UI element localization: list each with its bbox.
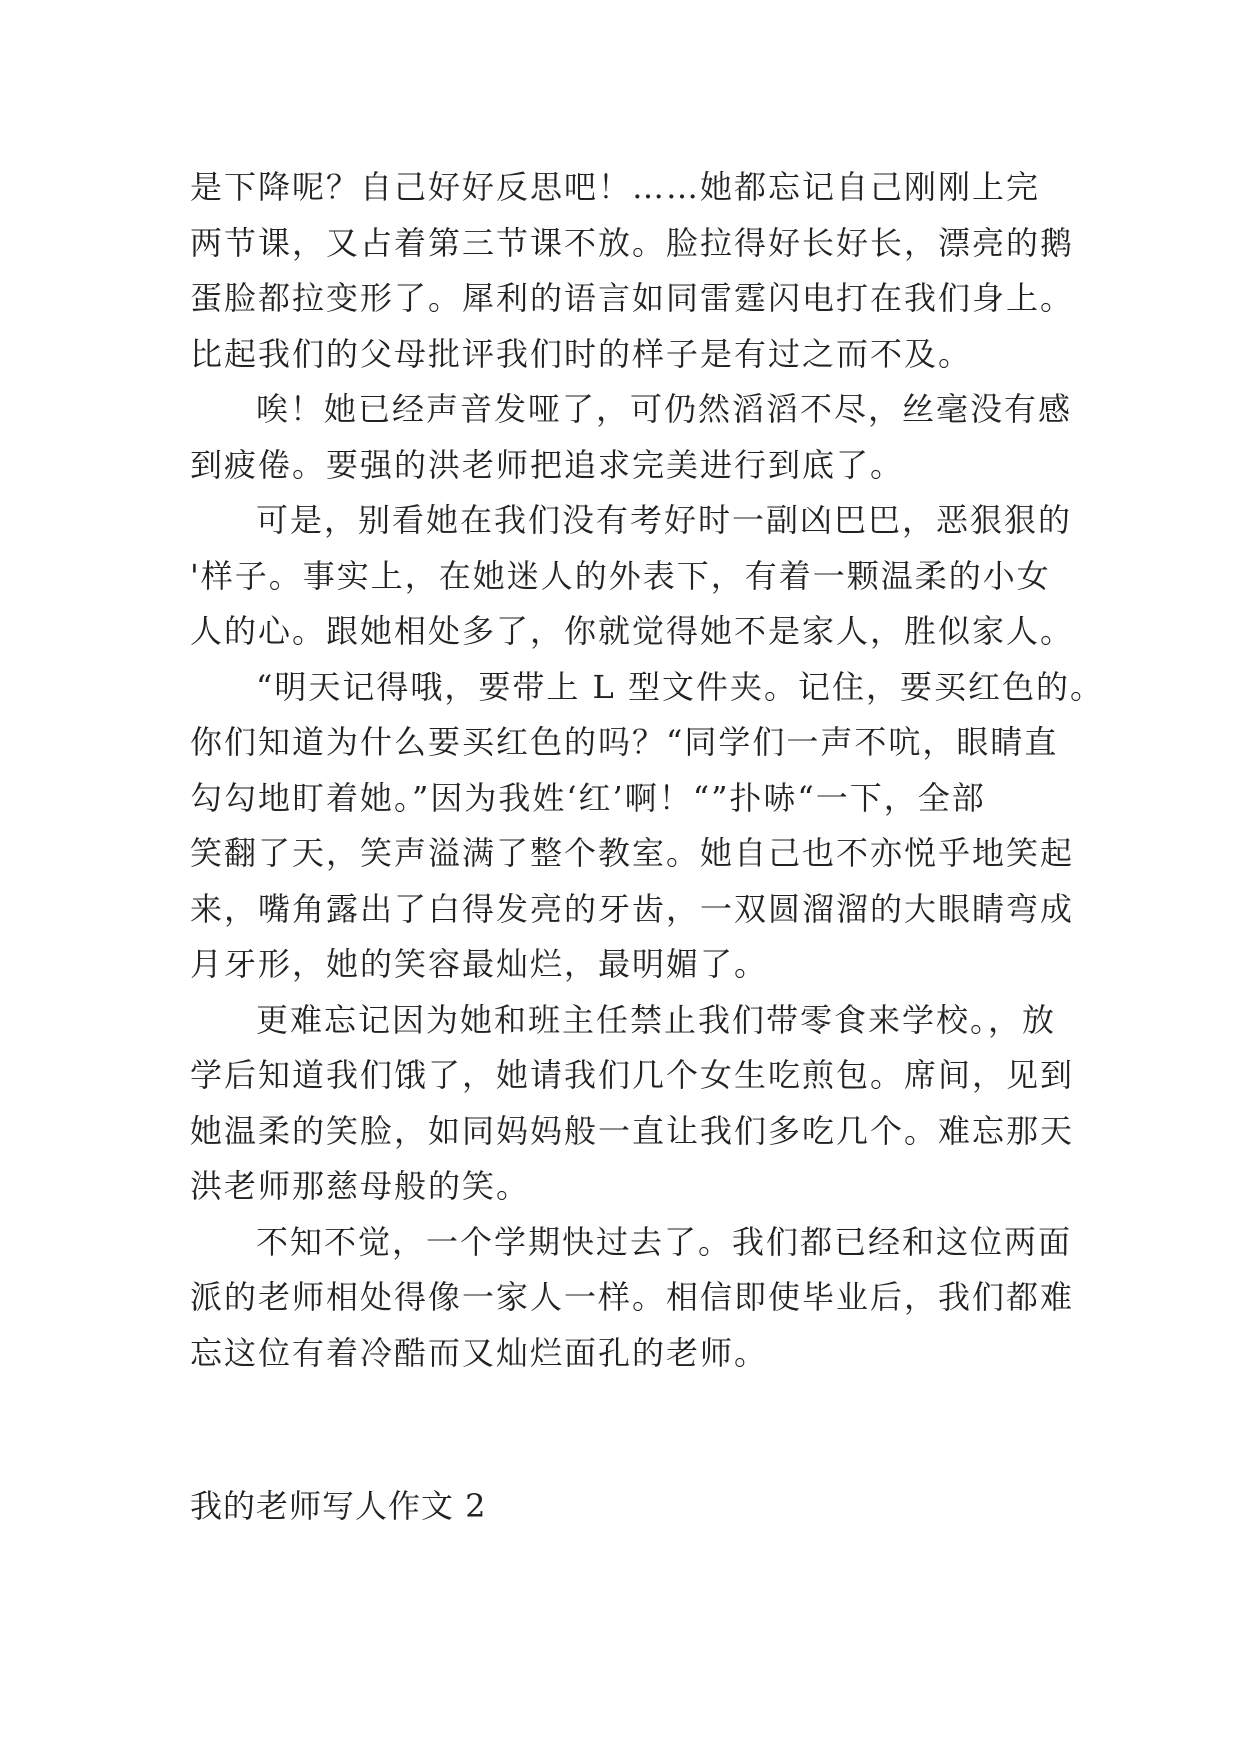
paragraph-first-line: 唉！她已经声音发哑了，可仍然滔滔不尽，丝毫没有感: [256, 390, 1073, 428]
text-line: 学后知道我们饿了，她请我们几个女生吃煎包。席间，见到: [190, 1056, 1075, 1094]
article-body: [190, 160, 1104, 1381]
text-line: 比起我们的父母批评我们时的样子是有过之而不及。: [190, 334, 973, 373]
paragraph-first-line: 可是，别看她在我们没有考好时一副凶巴巴，恶狠狠的: [256, 501, 1073, 539]
text-line: 人的心。跟她相处多了，你就觉得她不是家人，胜似家人。: [190, 612, 1075, 650]
text-line: 她温柔的笑脸，如同妈妈般一直让我们多吃几个。难忘那天: [190, 1111, 1075, 1150]
paragraph-first-line: “明天记得哦，要带上 L 型文件夹。记住，要买红色的。: [256, 667, 1104, 706]
text-line: 笑翻了天，笑声溢满了整个教室。她自己也不亦悦乎地笑起: [190, 834, 1075, 872]
text-line: 到疲倦。要强的洪老师把追求完美进行到底了。: [190, 445, 905, 484]
paragraph-first-line: 更难忘记因为她和班主任禁止我们带零食来学校。，放: [256, 1000, 1057, 1039]
text-line: 洪老师那慈母般的笑。: [190, 1167, 531, 1205]
text-line: 蛋脸都拉变形了。犀利的语言如同雷霆闪电打在我们身上。: [190, 279, 1075, 317]
text-line: 你们知道为什么要买红色的吗？“同学们一声不吭，眼睛直: [190, 723, 1059, 761]
text-line: 是下降呢？自己好好反思吧！……她都忘记自己刚刚上完: [190, 168, 1041, 206]
text-line: 派的老师相处得像一家人一样。相信即使毕业后，我们都难: [190, 1278, 1075, 1316]
paragraph-first-line: 不知不觉，一个学期快过去了。我们都已经和这位两面: [256, 1222, 1073, 1261]
text-line: 两节课，又占着第三节课不放。脸拉得好长好长，漂亮的鹅: [190, 223, 1075, 262]
text-line: 忘这位有着冷酷而又灿烂面孔的老师。: [190, 1333, 769, 1372]
text-line: 勾勾地盯着她。”因为我姓‘红’啊！“”扑哧“一下，全部: [190, 778, 986, 817]
section-title: 我的老师写人作文 2: [190, 1487, 487, 1525]
text-line: '样子。事实上，在她迷人的外表下，有着一颗温柔的小女: [190, 556, 1051, 595]
text-line: 来，嘴角露出了白得发亮的牙齿，一双圆溜溜的大眼睛弯成: [190, 889, 1075, 928]
text-line: 月牙形，她的笑容最灿烂，最明媚了。: [190, 945, 769, 983]
